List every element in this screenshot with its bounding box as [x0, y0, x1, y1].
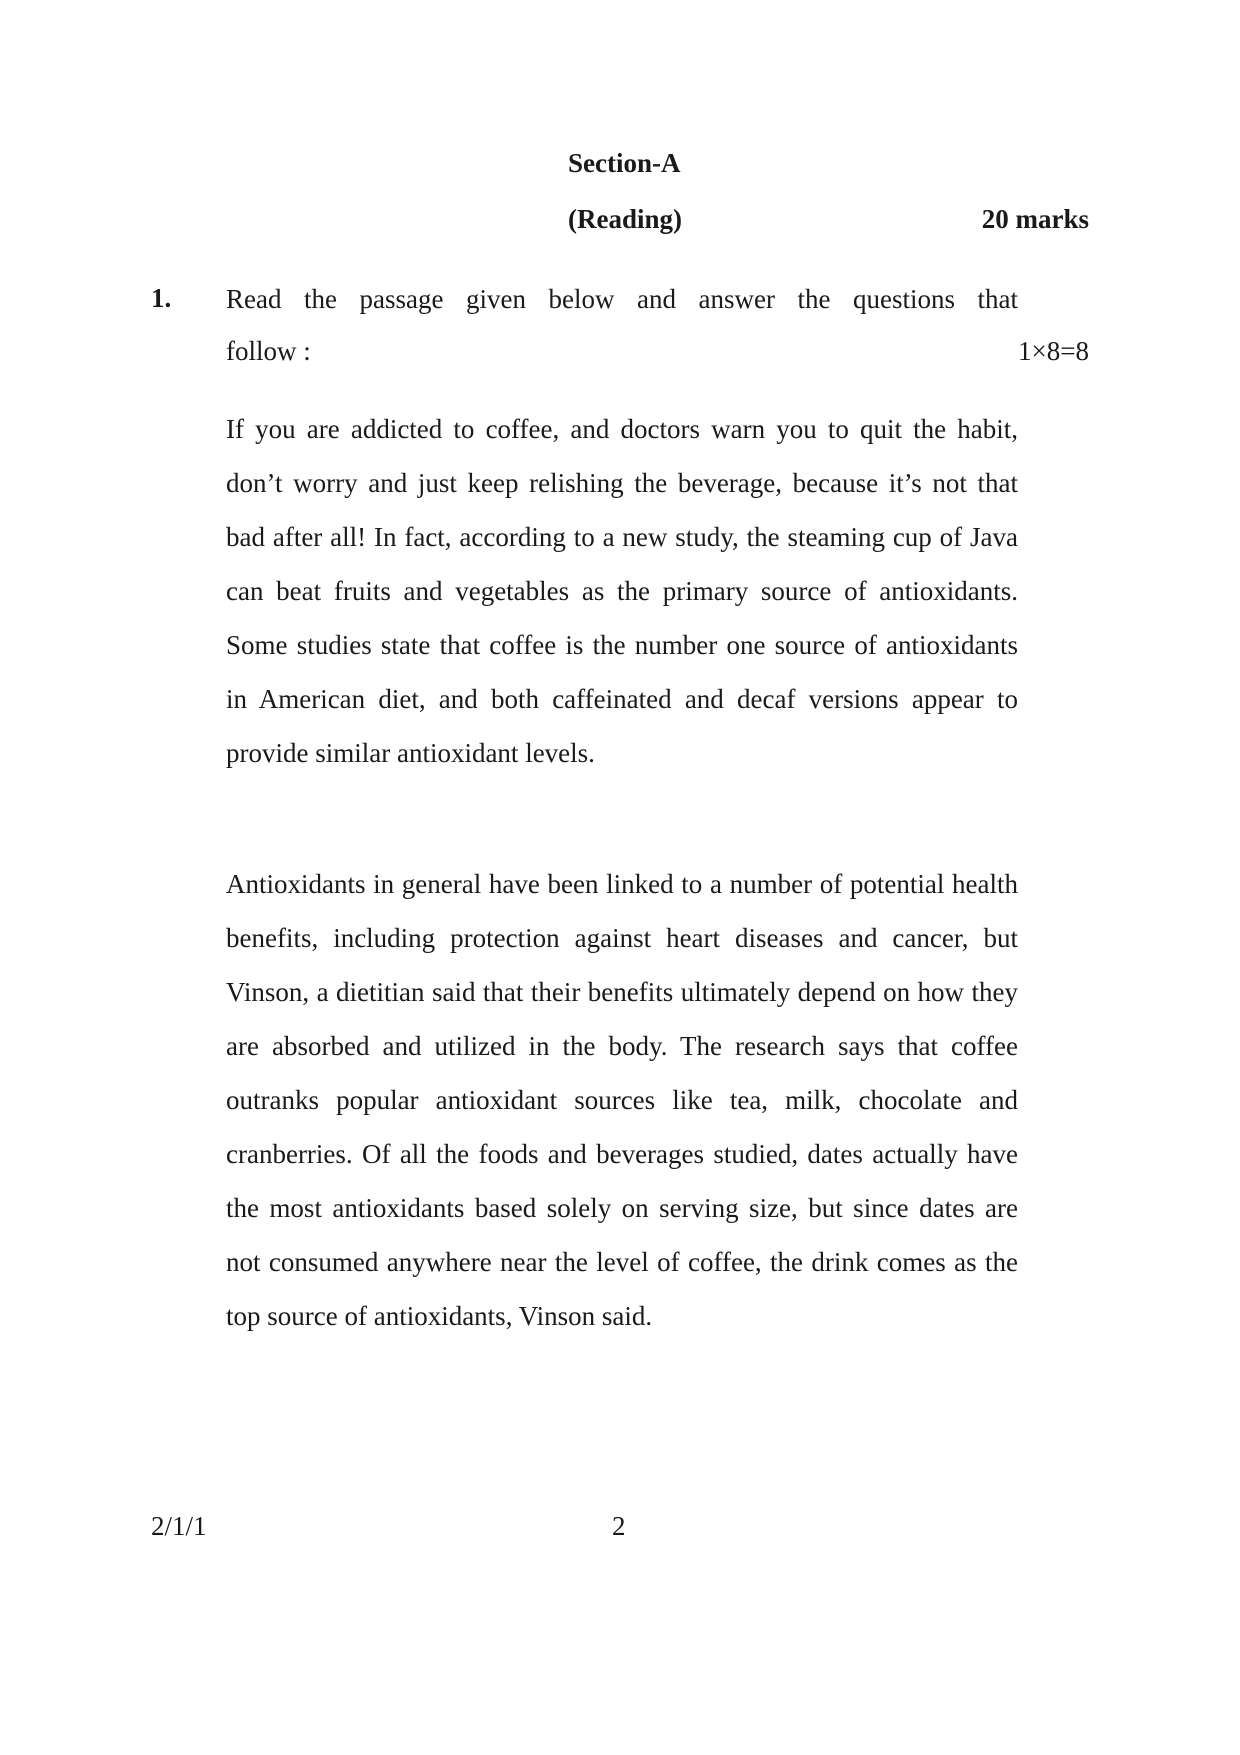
section-title: Section-A: [568, 148, 681, 178]
section-marks: 20 marks: [981, 204, 1089, 234]
passage-paragraph-2: Antioxidants in general have been linked to a number of potential health benefits, including protection against heart diseases and cancer, but Vinson, a dietitian said that their benefits ultimately depend on how they are absorbed and utilized in the body. The research says that coffee outranks popular antioxidant sources like tea, milk, chocolate and cranberries. Of all the foods and beverages studied, dates actually have the most antioxidants based solely on serving size, but since dates are not consumed anywhere near the level of coffee, the drink comes as the top source of antioxidants, Vinson said.: [226, 869, 1018, 1331]
page-number: 2: [612, 1511, 626, 1541]
passage-paragraph-1: If you are addicted to coffee, and doctors warn you to quit the habit, don’t worry and just keep relishing the beverage, because it’s not that bad after all! In fact, according to a new study, the steaming cup of Java can beat fruits and vegetables as the primary source of antioxidants. Some studies state that coffee is the number one source of antioxidants in American diet, and both caffeinated and decaf versions appear to provide similar antioxidant levels.: [226, 414, 1018, 768]
question-number: 1.: [151, 283, 172, 313]
question-instruction-end: follow :: [226, 336, 311, 366]
paper-code: 2/1/1: [151, 1511, 207, 1541]
subsection-title: (Reading): [568, 204, 682, 234]
marking-scheme: 1×8=8: [1018, 336, 1089, 366]
question-instruction: Read the passage given below and answer the questions that: [226, 284, 1018, 314]
